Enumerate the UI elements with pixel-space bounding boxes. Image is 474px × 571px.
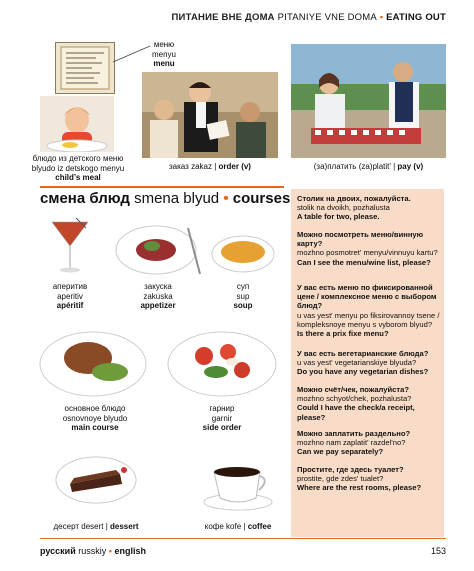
child-tr: blyudo iz detskogo menyu xyxy=(31,163,125,173)
pay-photo xyxy=(291,44,446,158)
dessert-image xyxy=(54,448,138,506)
menu-card-drawing xyxy=(56,43,114,93)
phrase-tr: mozhno nam zaplatit' razdel'no? xyxy=(297,438,406,448)
course-appetizer xyxy=(124,282,192,311)
page-header xyxy=(40,12,446,26)
main-course-image xyxy=(38,326,148,398)
course-soup xyxy=(214,282,272,311)
phrase-see-menu xyxy=(297,230,440,267)
phrase-tr: stolik na dvoikh, pozhalusta xyxy=(297,203,390,213)
coffee-cup-icon xyxy=(202,458,274,512)
phrase-check xyxy=(297,385,440,422)
course-dessert: десерт desert | dessert xyxy=(53,522,139,531)
aperitif-tr: aperitiv xyxy=(57,291,83,301)
phrase-en: Where are the rest rooms, please? xyxy=(297,483,422,493)
appetizer-en: appetizer xyxy=(140,301,176,310)
main-en: main course xyxy=(71,423,119,432)
section-rule xyxy=(40,186,284,188)
page-number: 153 xyxy=(430,546,446,556)
phrase-tr: u vas yest' vegetarianskiye blyuda? xyxy=(297,358,417,368)
side-order-image xyxy=(166,326,278,398)
pay-photo-drawing xyxy=(291,44,446,158)
main-ru: основное блюдо xyxy=(64,404,126,413)
phrase-ru: У вас есть вегетарианские блюда? xyxy=(297,349,429,358)
soup-bowl-drawing xyxy=(210,232,276,276)
order-caption: заказ zakaz | order (v) xyxy=(169,162,251,171)
phrase-en: Is there a prix fixe menu? xyxy=(297,329,389,339)
child-meal-drawing xyxy=(40,96,114,152)
phrase-tr: mozhno schyot/chek, pozhalusta? xyxy=(297,394,412,404)
phrase-en: Can we pay separately? xyxy=(297,447,384,457)
child-meal-caption xyxy=(30,154,126,183)
dessert-ru: десерт xyxy=(53,522,80,531)
aperitif-en: apéritif xyxy=(56,301,84,310)
phrase-tr: mozhno posmotret' menyu/vinnuyu kartu? xyxy=(297,248,438,258)
dessert-plate-drawing xyxy=(54,448,138,506)
order-en: order (v) xyxy=(218,162,251,171)
appetizer-image xyxy=(114,222,204,278)
phrase-tr: prostite, gde zdes' tualet? xyxy=(297,474,384,484)
footer-dot: • xyxy=(108,546,112,556)
dessert-tr: desert xyxy=(81,522,104,531)
child-en: child’s meal xyxy=(55,173,101,182)
menu-card-image xyxy=(55,42,115,94)
phrase-pay-separately xyxy=(297,429,440,457)
appetizer-plate-drawing xyxy=(114,222,204,278)
soup-tr: sup xyxy=(236,291,250,301)
course-aperitif xyxy=(40,282,100,311)
footer-rule xyxy=(40,538,446,539)
phrase-ru: Столик на двоих, пожалуйста. xyxy=(297,194,411,203)
side-en: side order xyxy=(202,423,242,432)
header-separator: • xyxy=(379,12,384,23)
child-meal-image xyxy=(40,96,114,152)
menu-caption xyxy=(138,40,190,69)
main-tr: osnovnoye blyudo xyxy=(62,413,128,423)
footer-lang-ru: русский xyxy=(40,546,76,556)
pay-caption: (за)платить (za)platit' | pay (v) xyxy=(313,162,424,171)
phrase-tr: u vas yest' menyu po fiksirovannoy tsene / kompleksnoye menyu s vyborom blyud? xyxy=(297,310,440,329)
order-tr: zakaz xyxy=(191,162,212,171)
phrase-rest-rooms xyxy=(297,465,440,493)
phrase-ru: Можно счёт/чек, пожалуйста? xyxy=(297,385,409,394)
header-title-tr: PITANIYE VNE DOMA xyxy=(277,12,377,23)
course-side xyxy=(180,404,264,433)
phrase-table-for-two xyxy=(297,194,440,222)
side-ru: гарнир xyxy=(209,404,235,413)
menu-en: menu xyxy=(153,59,175,68)
footer-lang-tr: russkiy xyxy=(78,546,107,556)
aperitif-ru: аперитив xyxy=(52,282,88,291)
page-footer xyxy=(40,546,446,560)
courses-title-ru: смена блюд xyxy=(40,190,130,207)
aperitif-image xyxy=(50,216,90,274)
soup-en: soup xyxy=(233,301,253,310)
phrase-en: A table for two, please. xyxy=(297,212,380,222)
phrase-vegetarian xyxy=(297,349,440,377)
coffee-tr: kofe xyxy=(226,522,242,531)
soup-image xyxy=(210,232,276,276)
menu-tr: menyu xyxy=(151,49,176,59)
coffee-ru: кофе xyxy=(204,522,224,531)
child-ru: блюдо из детского меню xyxy=(32,154,124,163)
phrases-panel xyxy=(291,189,444,537)
phrase-ru: У вас есть меню по фиксированной цене / комплексное меню с выбором блюд? xyxy=(297,283,437,311)
course-coffee: кофе kofe | coffee xyxy=(204,522,272,531)
footer-lang-en: english xyxy=(114,546,146,556)
main-course-plate-drawing xyxy=(38,326,148,398)
menu-ru: меню xyxy=(153,40,175,49)
header-title-ru: ПИТАНИЕ ВНЕ ДОМА xyxy=(171,12,275,23)
appetizer-tr: zakuska xyxy=(143,291,173,301)
side-order-plate-drawing xyxy=(166,326,278,398)
courses-title-dot: • xyxy=(223,190,229,207)
pay-ru: (за)платить xyxy=(313,162,357,171)
phrase-ru: Можно заплатить раздельно? xyxy=(297,429,411,438)
order-photo-drawing xyxy=(142,72,278,158)
pay-en: pay (v) xyxy=(397,162,424,171)
side-tr: garnir xyxy=(211,413,233,423)
dessert-en: dessert xyxy=(110,522,139,531)
phrase-ru: Можно посмотреть меню/винную карту? xyxy=(297,230,424,249)
soup-ru: суп xyxy=(236,282,250,291)
appetizer-ru: закуска xyxy=(144,282,172,291)
header-title-en: EATING OUT xyxy=(386,12,446,23)
courses-title xyxy=(40,190,290,207)
coffee-image xyxy=(202,458,274,512)
course-main xyxy=(40,404,150,433)
phrase-en: Do you have any vegetarian dishes? xyxy=(297,367,429,377)
order-ru: заказ xyxy=(169,162,189,171)
courses-title-tr: smena blyud xyxy=(134,190,220,207)
phrase-en: Could I have the check/a receipt, please? xyxy=(297,403,415,422)
phrase-ru: Простите, где здесь туалет? xyxy=(297,465,404,474)
coffee-en: coffee xyxy=(247,522,272,531)
order-photo xyxy=(142,72,278,158)
phrase-prix-fixe xyxy=(297,283,440,338)
courses-title-en: courses xyxy=(232,190,291,207)
pay-tr: (za)platit' xyxy=(358,162,391,171)
phrase-en: Can I see the menu/wine list, please? xyxy=(297,257,431,267)
cocktail-glass-icon xyxy=(50,216,90,274)
